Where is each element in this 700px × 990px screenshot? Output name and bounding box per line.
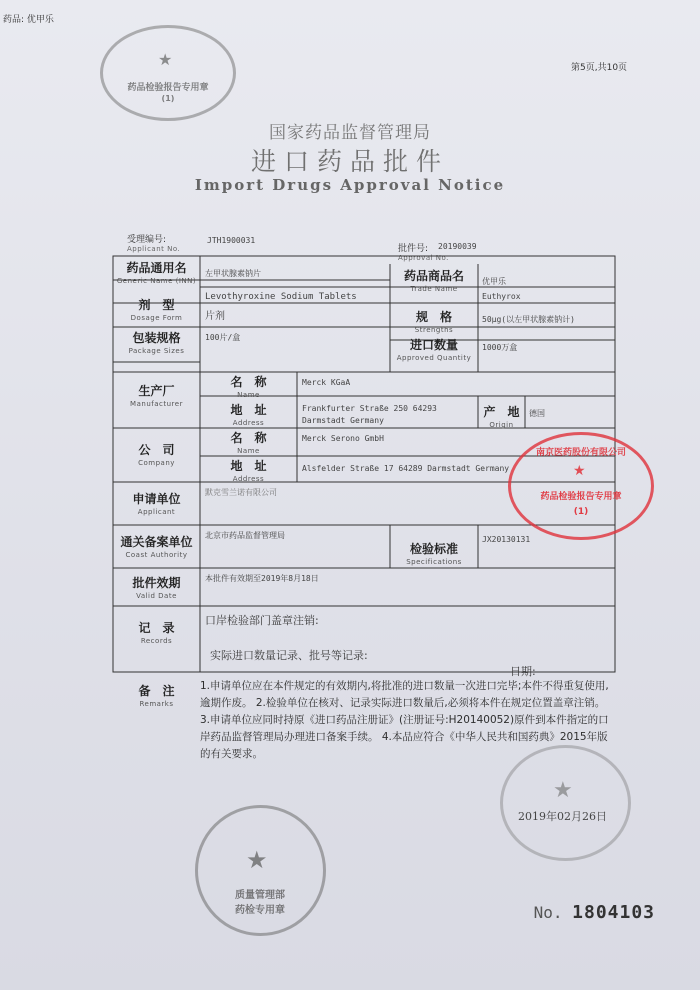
package-label — [113, 329, 200, 355]
spec-label-en: Specifications — [406, 558, 462, 566]
records-label-cn: 记 录 — [138, 621, 175, 635]
applicant-label-cn: 申请单位 — [132, 492, 181, 506]
gray-stamp-top-left-index: (1) — [161, 94, 175, 103]
company-name-label-en: Name — [237, 447, 260, 455]
customs-label-cn: 通关备案单位 — [120, 535, 193, 549]
quantity-label-en: Approved Quantity — [396, 354, 472, 362]
company-address-label-en: Address — [232, 475, 265, 483]
spec-label-cn: 检验标准 — [409, 542, 458, 556]
spec: JX20130131 — [482, 535, 531, 544]
company-label-cn: 公 司 — [138, 443, 175, 457]
manufacturer-name-label — [200, 373, 297, 399]
remarks-label — [113, 682, 200, 708]
drug-tag: 药品: 优甲乐 — [3, 15, 54, 25]
manufacturer-address-label — [200, 401, 297, 427]
trade-name-label — [390, 267, 478, 293]
manufacturer-address-label-en: Address — [232, 419, 265, 427]
company-name: Merck Serono GmbH — [302, 434, 384, 443]
remarks-text: 1.申请单位应在本件规定的有效期内,将批准的进口数量一次进口完毕;本件不得重复使用,逾期作废。 2.检验单位在核对、记录实际进口数量后,必须将本件在规定位置盖章注销。 3.申请单位应同时持原《进口药品注册证》(注册证号:H20140052)原件到本件指定的口岸药品监督管理局办理进口备案手续。 4.本品应符合《中华人民共和国药典》2015年版的有关要求。 — [200, 680, 609, 760]
origin-label-en: Origin — [489, 421, 514, 429]
star-icon: ★ — [158, 50, 173, 69]
serial-no-label: No. — [533, 903, 563, 922]
generic-name-label-en: Generic Name (INN) — [116, 277, 197, 285]
gray-stamp-bottom — [195, 805, 326, 936]
remarks-label-en: Remarks — [139, 700, 174, 708]
records-label — [113, 619, 200, 645]
records-line2: 实际进口数量记录、批号等记录: — [210, 649, 368, 662]
red-stamp-index: (1) — [573, 507, 589, 517]
customs-label-en: Coast Authority — [125, 551, 188, 559]
company-label — [113, 441, 200, 467]
manufacturer-label-cn: 生产厂 — [138, 384, 175, 398]
origin-label-cn: 产 地 — [483, 405, 520, 419]
trade-name-label-en: Trade Name — [410, 285, 458, 293]
quantity: 1000万盒 — [482, 343, 518, 352]
manufacturer-name-label-en: Name — [237, 391, 260, 399]
records-label-en: Records — [140, 637, 173, 645]
page-indicator: 第5页,共10页 — [571, 63, 628, 73]
applicant-no: JTH1900031 — [207, 236, 256, 245]
approval-no: 20190039 — [438, 242, 477, 251]
generic-name-label — [113, 259, 200, 285]
trade-name-en: Euthyrox — [482, 292, 521, 301]
company-address-label — [200, 457, 297, 483]
manufacturer-address-line1: Frankfurter Straße 250 64293 — [302, 404, 437, 413]
strength-label-cn: 规 格 — [415, 310, 452, 324]
dosage-form-label — [113, 296, 200, 322]
validity: 本批件有效期至2019年8月18日 — [205, 574, 319, 583]
gray-stamp-top-left-text: 药品检验报告专用章 — [127, 83, 209, 93]
red-stamp-purpose: 药品检验报告专用章 — [540, 492, 622, 502]
approval-no-label-en: Approval No. — [398, 254, 449, 262]
customs-label — [113, 533, 200, 559]
quantity-label-cn: 进口数量 — [409, 338, 458, 352]
records-date: 日期: — [510, 665, 536, 678]
company-label-en: Company — [138, 459, 175, 467]
generic-name-cn: 左甲状腺素钠片 — [205, 269, 261, 278]
document-title-en: Import Drugs Approval Notice — [194, 176, 506, 194]
trade-name-cn: 优甲乐 — [482, 277, 506, 286]
approval-no-label-cn: 批件号: — [398, 244, 429, 254]
manufacturer-label-en: Manufacturer — [130, 400, 183, 408]
spec-label — [390, 540, 478, 566]
star-icon: ★ — [573, 463, 586, 479]
customs: 北京市药品监督管理局 — [205, 531, 285, 540]
company-address: Alsfelder Straße 17 64289 Darmstadt Germany — [302, 464, 510, 473]
trade-name-label-cn: 药品商品名 — [403, 269, 464, 283]
validity-label-cn: 批件效期 — [132, 576, 181, 590]
quantity-label — [390, 336, 478, 362]
star-icon: ★ — [553, 778, 573, 803]
red-stamp-company: 南京医药股份有限公司 — [535, 448, 626, 458]
manufacturer-label — [113, 382, 200, 408]
package-label-cn: 包装规格 — [132, 331, 181, 345]
manufacturer-name-label-cn: 名 称 — [230, 375, 267, 389]
dosage-form: 片剂 — [205, 311, 225, 322]
validity-label — [113, 574, 200, 600]
manufacturer-address-label-cn: 地 址 — [230, 403, 267, 417]
package: 100片/盒 — [205, 333, 241, 342]
manufacturer-address-line2: Darmstadt Germany — [302, 416, 384, 425]
gray-stamp-bottom-text1: 质量管理部 — [235, 890, 285, 901]
company-address-label-cn: 地 址 — [230, 459, 267, 473]
applicant-no-label-en: Applicant No. — [127, 245, 181, 253]
company-name-label — [200, 429, 297, 455]
gray-stamp-right — [500, 745, 631, 861]
red-stamp — [508, 432, 654, 540]
applicant-no-label-cn: 受理编号: — [127, 235, 167, 245]
manufacturer-name: Merck KGaA — [302, 378, 351, 387]
document-title-cn: 进口药品批件 — [250, 147, 449, 176]
dosage-form-label-en: Dosage Form — [130, 314, 183, 322]
records-line1: 口岸检验部门盖章注销: — [205, 614, 319, 627]
strength-label-en: Strengths — [414, 326, 454, 334]
validity-label-en: Valid Date — [136, 592, 177, 600]
agency-title: 国家药品监督管理局 — [269, 123, 431, 143]
package-label-en: Package Sizes — [128, 347, 185, 355]
strength: 50μg(以左甲状腺素钠计) — [482, 315, 575, 324]
dosage-form-label-cn: 剂 型 — [138, 298, 175, 312]
serial-no-value: 1804103 — [572, 902, 655, 923]
gray-stamp-bottom-text2: 药检专用章 — [235, 905, 285, 916]
strength-label — [390, 308, 478, 334]
gray-stamp-top-left — [100, 25, 236, 121]
company-name-label-cn: 名 称 — [230, 431, 267, 445]
star-icon: ★ — [246, 846, 268, 874]
generic-name-en: Levothyroxine Sodium Tablets — [205, 292, 357, 302]
issue-date: 2019年02月26日 — [518, 810, 607, 823]
origin-label — [478, 403, 525, 429]
applicant-label — [113, 490, 200, 516]
origin: 德国 — [529, 409, 545, 418]
applicant: 默克雪兰诺有限公司 — [205, 488, 277, 497]
serial-number — [534, 902, 655, 923]
applicant-label-en: Applicant — [137, 508, 176, 516]
remarks-label-cn: 备 注 — [138, 684, 175, 698]
generic-name-label-cn: 药品通用名 — [126, 261, 187, 275]
